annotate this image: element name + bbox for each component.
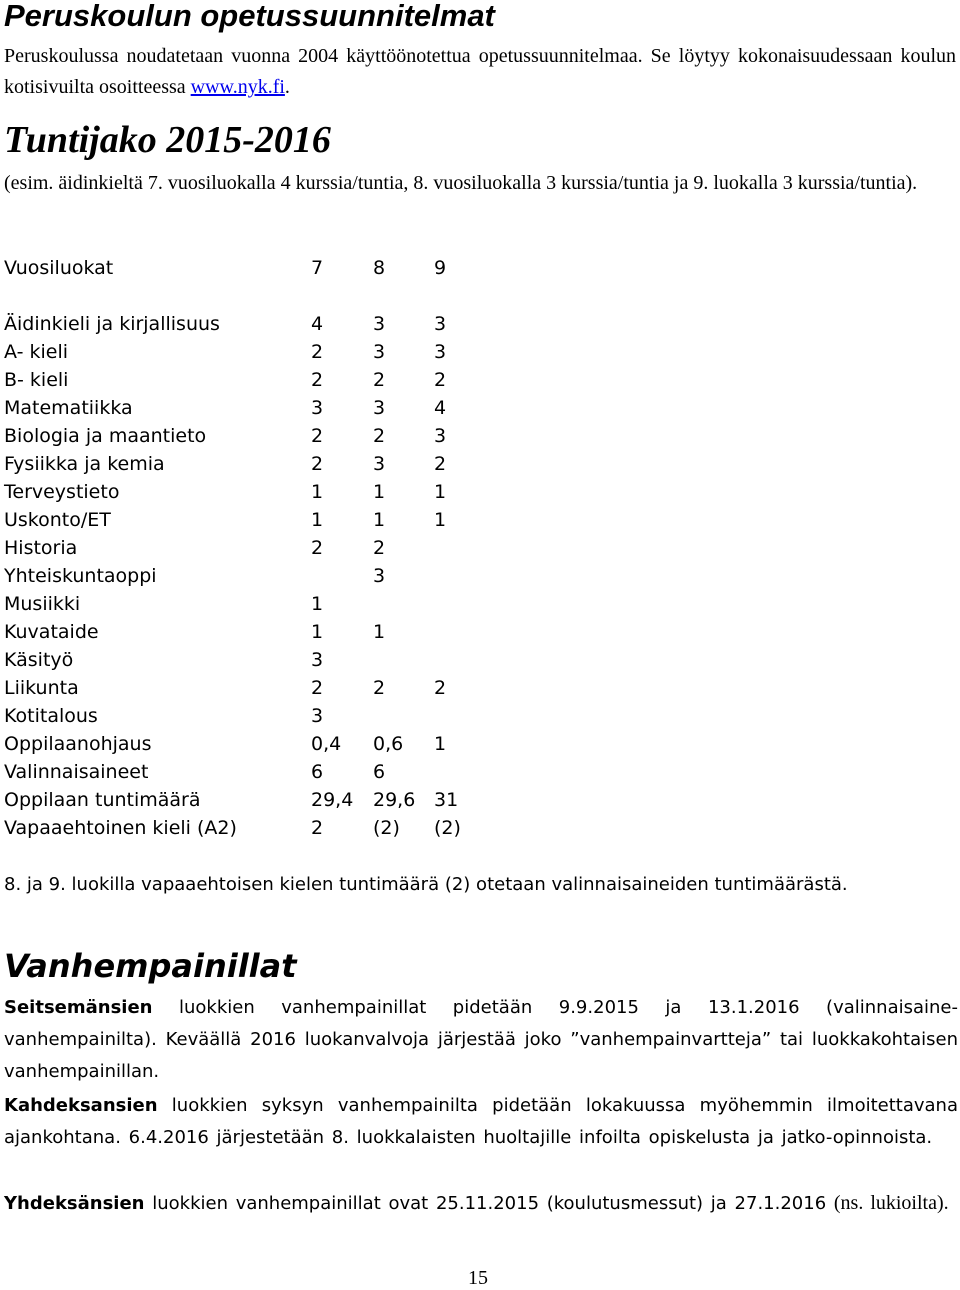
table-header-cell: 7 <box>311 257 324 279</box>
intro-text-end: . <box>284 76 290 98</box>
table-header-cell: Vuosiluokat <box>4 257 114 279</box>
intro-paragraph <box>4 41 956 103</box>
hours-cell: 3 <box>373 341 386 363</box>
hours-cell: 3 <box>434 425 447 447</box>
hours-cell: (2) <box>434 817 461 839</box>
table-header-cell: 8 <box>373 257 386 279</box>
hours-cell: 1 <box>311 621 324 643</box>
hours-cell: 1 <box>311 593 324 615</box>
subject-cell: Oppilaanohjaus <box>4 733 152 755</box>
hours-cell: 29,6 <box>373 789 416 811</box>
hours-cell: 3 <box>434 313 447 335</box>
hours-cell: 2 <box>311 817 324 839</box>
page-heading: Peruskoulun opetussuunnitelmat <box>4 0 495 33</box>
subject-cell: A- kieli <box>4 341 69 363</box>
hours-cell: (2) <box>373 817 400 839</box>
hours-cell: 2 <box>311 425 324 447</box>
hours-cell: 3 <box>311 705 324 727</box>
paragraph-lead: Kahdeksansien <box>4 1095 158 1116</box>
hours-cell: 1 <box>373 481 386 503</box>
subject-cell: Terveystieto <box>4 481 120 503</box>
hours-cell: 2 <box>311 369 324 391</box>
hours-cell: 0,4 <box>311 733 342 755</box>
hours-cell: 3 <box>311 649 324 671</box>
hours-cell: 1 <box>311 481 324 503</box>
paragraph-lead: Yhdeksänsien <box>4 1193 145 1214</box>
hours-cell: 2 <box>311 341 324 363</box>
school-website-link[interactable]: www.nyk.fi <box>190 76 285 98</box>
hours-cell: 1 <box>373 509 386 531</box>
hours-cell: 1 <box>434 509 447 531</box>
paragraph-kahdeksansien <box>4 1090 958 1154</box>
hours-cell: 6 <box>311 761 324 783</box>
subject-cell: Oppilaan tuntimäärä <box>4 789 201 811</box>
hours-cell: 2 <box>311 453 324 475</box>
hours-cell: 2 <box>434 369 447 391</box>
tuntijako-heading: Tuntijako 2015-2016 <box>4 119 331 161</box>
subject-cell: Musiikki <box>4 593 81 615</box>
paragraph-text: luokkien syksyn vanhempainilta pidetään lokakuussa myöhemmin ilmoitettavana ajankohtana. 6.4.2016 järjestetään 8. luokkalaisten huoltajille infoilta opiskelusta ja jatko-opinnoista. <box>4 1095 958 1148</box>
hours-cell: 1 <box>311 509 324 531</box>
hours-cell: 0,6 <box>373 733 404 755</box>
subject-cell: Äidinkieli ja kirjallisuus <box>4 313 220 335</box>
hours-cell: 3 <box>311 397 324 419</box>
tuntijako-note: (esim. äidinkieltä 7. vuosiluokalla 4 kurssia/tuntia, 8. vuosiluokalla 3 kurssia/tuntia ja 9. luokalla 3 kurssia/tuntia). <box>4 172 918 194</box>
hours-cell: 3 <box>373 397 386 419</box>
paragraph-text: luokkien vanhempainillat ovat 25.11.2015 (koulutusmessut) ja 27.1.2016 <box>144 1193 834 1214</box>
hours-cell: 2 <box>373 369 386 391</box>
subject-cell: Kotitalous <box>4 705 98 727</box>
hours-cell: 29,4 <box>311 789 354 811</box>
subject-cell: B- kieli <box>4 369 69 391</box>
intro-text: Peruskoulussa noudatetaan vuonna 2004 käyttöönotettua opetussuunnitelmaa. Se löytyy kokonaisuudessaan koulun kotisivuilta osoitteessa <box>4 45 956 98</box>
hours-cell: 6 <box>373 761 386 783</box>
hours-cell: 3 <box>373 453 386 475</box>
page-number: 15 <box>468 1267 488 1289</box>
paragraph-lead: Seitsemänsien <box>4 997 153 1018</box>
hours-cell: 2 <box>434 453 447 475</box>
subject-cell: Kuvataide <box>4 621 99 643</box>
subject-cell: Liikunta <box>4 677 79 699</box>
subject-cell: Matematiikka <box>4 397 133 419</box>
hours-cell: 4 <box>311 313 324 335</box>
hours-cell: 2 <box>434 677 447 699</box>
subject-cell: Vapaaehtoinen kieli (A2) <box>4 817 237 839</box>
hours-cell: 1 <box>434 733 447 755</box>
hours-cell: 2 <box>373 425 386 447</box>
hours-cell: 3 <box>434 341 447 363</box>
table-header-cell: 9 <box>434 257 447 279</box>
paragraph-seitsemansien <box>4 992 958 1088</box>
subject-cell: Käsityö <box>4 649 74 671</box>
hours-cell: 2 <box>311 677 324 699</box>
subject-cell: Valinnaisaineet <box>4 761 149 783</box>
hours-cell: 1 <box>373 621 386 643</box>
hours-cell: 3 <box>373 313 386 335</box>
subject-cell: Uskonto/ET <box>4 509 111 531</box>
subject-cell: Fysiikka ja kemia <box>4 453 165 475</box>
subject-cell: Historia <box>4 537 78 559</box>
subject-cell: Yhteiskuntaoppi <box>4 565 157 587</box>
paragraph-text: luokkien vanhempainillat pidetään 9.9.2015 ja 13.1.2016 (valinnaisaine-vanhempainilta). Keväällä 2016 luokanvalvoja järjestää joko ”vanhempainvartteja” tai luokkakohtaisen vanhempainillan. <box>4 997 958 1082</box>
paragraph-tail: (ns. lukioilta). <box>833 1192 949 1214</box>
hours-cell: 1 <box>434 481 447 503</box>
table-footnote: 8. ja 9. luokilla vapaaehtoisen kielen tuntimäärä (2) otetaan valinnaisaineiden tuntimäärästä. <box>4 874 848 895</box>
hours-cell: 4 <box>434 397 447 419</box>
hours-cell: 2 <box>373 677 386 699</box>
hours-cell: 31 <box>434 789 459 811</box>
paragraph-yhdeksansien <box>4 1187 958 1220</box>
subject-cell: Biologia ja maantieto <box>4 425 207 447</box>
vanhempainillat-heading: Vanhempainillat <box>4 947 297 985</box>
hours-cell: 2 <box>311 537 324 559</box>
hours-cell: 2 <box>373 537 386 559</box>
hours-cell: 3 <box>373 565 386 587</box>
